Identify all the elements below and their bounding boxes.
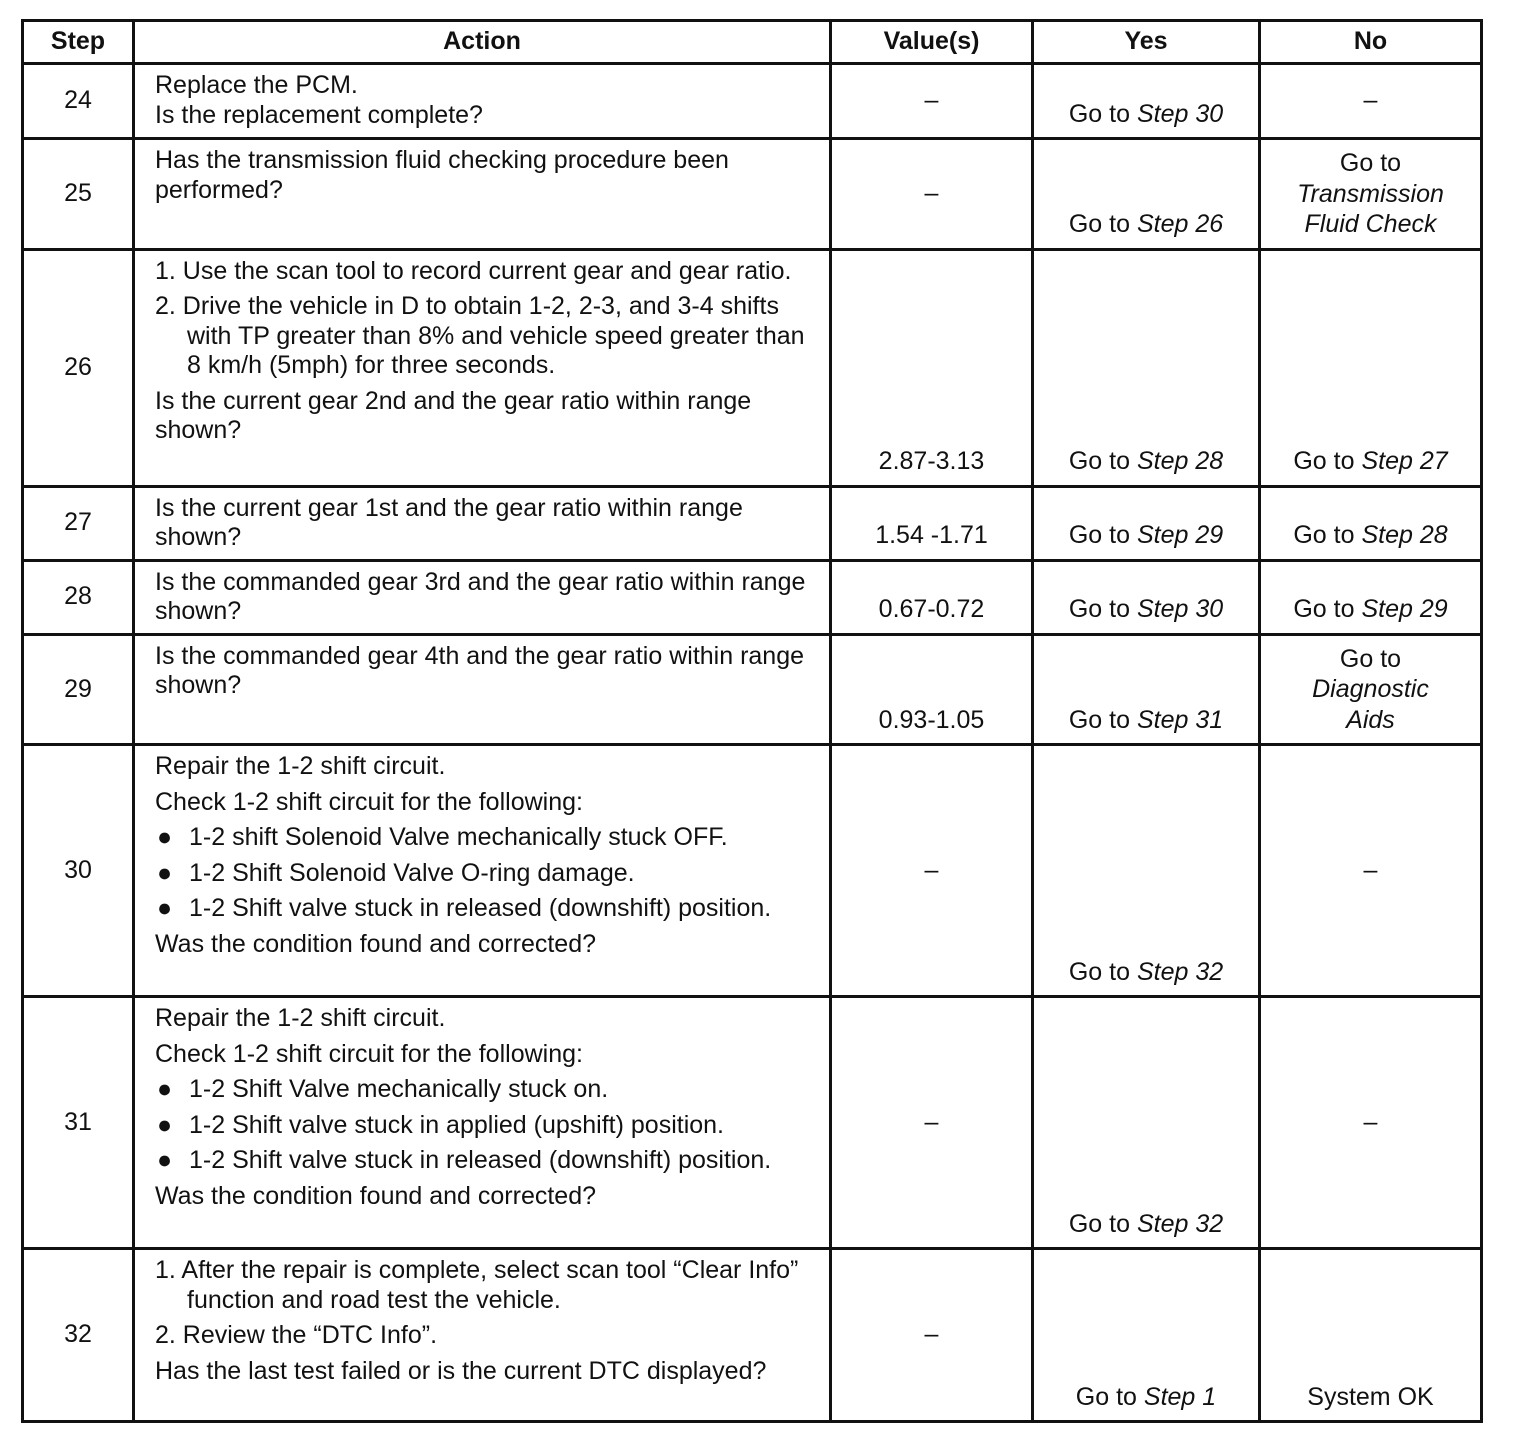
- action-cell: [134, 249, 831, 486]
- action-cell: [134, 997, 831, 1249]
- table-row-step-25: [23, 139, 1482, 250]
- table-row-step-30: [23, 745, 1482, 997]
- bullet-icon: ●: [157, 858, 173, 887]
- action-cell: [134, 634, 831, 745]
- action-question: Is the replacement complete?: [155, 100, 483, 129]
- go-to-text: Go to: [1068, 447, 1130, 475]
- yes-step-ref: Step 32: [1136, 957, 1224, 986]
- action-text: Check 1-2 shift circuit for the following:: [155, 787, 583, 816]
- no-cell: [1260, 249, 1482, 486]
- table-row-step-29: [23, 634, 1482, 745]
- no-step-ref: Step 27: [1361, 447, 1448, 475]
- bullet-icon: ●: [157, 1110, 173, 1139]
- step-number: 29: [23, 634, 134, 745]
- go-to-text: Go to: [1068, 1209, 1130, 1238]
- no-cell: –: [1260, 997, 1482, 1249]
- value-cell: 2.87-3.13: [831, 249, 1033, 486]
- no-step-ref: Step 29: [1361, 595, 1448, 623]
- diagnostic-table-container: [21, 19, 1483, 1423]
- checklist-item-text: 1-2 shift Solenoid Valve mechanically stuck OFF.: [189, 823, 728, 851]
- yes-step-ref: Step 1: [1143, 1382, 1217, 1411]
- header-row: [23, 21, 1482, 64]
- value-cell: –: [831, 745, 1033, 997]
- value-cell: –: [831, 997, 1033, 1249]
- action-numbered-item: 2. Drive the vehicle in D to obtain 1-2, 2-3, and 3-4 shifts with TP greater than 8% and vehicle speed greater than 8 km/h (5mph) for three seconds.: [155, 292, 805, 379]
- checklist-item: [155, 859, 815, 889]
- go-to-text: Go to: [1068, 705, 1130, 734]
- step-number: 26: [23, 249, 134, 486]
- action-numbered-item: 2. Review the “DTC Info”.: [155, 1321, 438, 1349]
- yes-cell: [1033, 560, 1260, 634]
- bullet-icon: ●: [157, 1075, 173, 1103]
- action-text: Repair the 1-2 shift circuit.: [155, 1004, 446, 1032]
- yes-cell: [1033, 745, 1260, 997]
- step-number: 31: [23, 997, 134, 1249]
- go-to-text: Go to: [1068, 210, 1130, 238]
- yes-cell: [1033, 64, 1260, 139]
- action-numbered-item: 1. After the repair is complete, select scan tool “Clear Info” function and road test the vehicle.: [155, 1256, 799, 1314]
- checklist-item-text: 1-2 Shift Valve mechanically stuck on.: [189, 1075, 609, 1103]
- bullet-icon: ●: [157, 823, 173, 851]
- yes-cell: [1033, 997, 1260, 1249]
- no-cell: –: [1260, 745, 1482, 997]
- no-ref-line: Aids: [1346, 705, 1395, 734]
- no-ref-line: Transmission: [1297, 179, 1444, 208]
- action-text: Repair the 1-2 shift circuit.: [155, 752, 446, 780]
- no-cell: [1260, 486, 1482, 560]
- action-question: Was the condition found and corrected?: [155, 1181, 597, 1210]
- action-question: Has the last test failed or is the current DTC displayed?: [155, 1356, 767, 1385]
- step-number: 27: [23, 486, 134, 560]
- yes-step-ref: Step 30: [1136, 595, 1224, 623]
- yes-cell: [1033, 139, 1260, 250]
- table-row-step-24: [23, 64, 1482, 139]
- value-cell: –: [831, 1249, 1033, 1422]
- no-cell: [1260, 139, 1482, 250]
- header-yes: Yes: [1033, 21, 1260, 64]
- checklist-item: [155, 894, 815, 924]
- go-to-text: Go to: [1068, 99, 1130, 128]
- action-text: Replace the PCM.: [155, 71, 358, 99]
- table-row-step-32: [23, 1249, 1482, 1422]
- yes-step-ref: Step 31: [1136, 705, 1224, 734]
- step-number: 28: [23, 560, 134, 634]
- checklist-item-text: 1-2 Shift Solenoid Valve O-ring damage.: [189, 858, 635, 887]
- checklist-item: [155, 1075, 815, 1105]
- table-row-step-26: [23, 249, 1482, 486]
- step-number: 25: [23, 139, 134, 250]
- table-row-step-28: [23, 560, 1482, 634]
- checklist-item-text: 1-2 Shift valve stuck in released (downshift) position.: [189, 894, 772, 922]
- yes-cell: [1033, 634, 1260, 745]
- no-cell: [1260, 560, 1482, 634]
- bullet-icon: ●: [157, 894, 173, 922]
- action-question: Is the commanded gear 4th and the gear ratio within range shown?: [155, 641, 805, 699]
- go-to-text: Go to: [1068, 595, 1130, 623]
- action-text: Check 1-2 shift circuit for the following:: [155, 1039, 583, 1068]
- action-cell: [134, 486, 831, 560]
- go-to-text: Go to: [1068, 521, 1130, 549]
- step-number: 24: [23, 64, 134, 139]
- checklist-item: [155, 1111, 815, 1141]
- yes-step-ref: Step 26: [1136, 210, 1224, 238]
- header-action: Action: [134, 21, 831, 64]
- go-to-text: Go to: [1293, 447, 1355, 475]
- table-row-step-31: [23, 997, 1482, 1249]
- header-no: No: [1260, 21, 1482, 64]
- checklist-item: [155, 823, 815, 853]
- yes-step-ref: Step 32: [1136, 1209, 1224, 1238]
- yes-cell: [1033, 486, 1260, 560]
- no-cell: [1260, 634, 1482, 745]
- action-question: Is the commanded gear 3rd and the gear ratio within range shown?: [155, 567, 806, 625]
- action-cell: [134, 139, 831, 250]
- yes-step-ref: Step 28: [1136, 447, 1224, 475]
- go-to-text: Go to: [1075, 1382, 1137, 1411]
- no-ref-line: Fluid Check: [1304, 210, 1437, 238]
- checklist-item-text: 1-2 Shift valve stuck in released (downshift) position.: [189, 1146, 772, 1174]
- header-step: Step: [23, 21, 134, 64]
- action-question: Is the current gear 1st and the gear ratio within range shown?: [155, 493, 743, 551]
- value-cell: –: [831, 64, 1033, 139]
- value-cell: 0.93-1.05: [831, 634, 1033, 745]
- go-to-text: Go to: [1068, 957, 1130, 986]
- checklist-item: [155, 1146, 815, 1176]
- step-number: 32: [23, 1249, 134, 1422]
- yes-step-ref: Step 30: [1136, 99, 1224, 128]
- action-question: Was the condition found and corrected?: [155, 929, 597, 958]
- action-question: Has the transmission fluid checking procedure been performed?: [155, 146, 729, 204]
- action-numbered-item: 1. Use the scan tool to record current gear and gear ratio.: [155, 256, 792, 285]
- table-row-step-27: [23, 486, 1482, 560]
- checklist-item-text: 1-2 Shift valve stuck in applied (upshift) position.: [189, 1110, 724, 1139]
- action-cell: [134, 64, 831, 139]
- value-cell: 0.67-0.72: [831, 560, 1033, 634]
- no-go-to-text: Go to: [1339, 149, 1402, 177]
- no-cell: System OK: [1260, 1249, 1482, 1422]
- yes-step-ref: Step 29: [1136, 521, 1224, 549]
- value-cell: –: [831, 139, 1033, 250]
- action-cell: [134, 560, 831, 634]
- go-to-text: Go to: [1293, 595, 1355, 623]
- value-cell: 1.54 -1.71: [831, 486, 1033, 560]
- action-cell: [134, 1249, 831, 1422]
- yes-cell: [1033, 249, 1260, 486]
- diagnostic-table: [21, 19, 1483, 1423]
- bullet-icon: ●: [157, 1146, 173, 1174]
- step-number: 30: [23, 745, 134, 997]
- action-cell: [134, 745, 831, 997]
- no-go-to-text: Go to: [1339, 644, 1402, 673]
- no-ref-line: Diagnostic: [1312, 675, 1429, 703]
- action-question: Is the current gear 2nd and the gear ratio within range shown?: [155, 386, 752, 444]
- no-cell: –: [1260, 64, 1482, 139]
- no-step-ref: Step 28: [1361, 521, 1448, 549]
- go-to-text: Go to: [1293, 521, 1355, 549]
- header-values: Value(s): [831, 21, 1033, 64]
- yes-cell: [1033, 1249, 1260, 1422]
